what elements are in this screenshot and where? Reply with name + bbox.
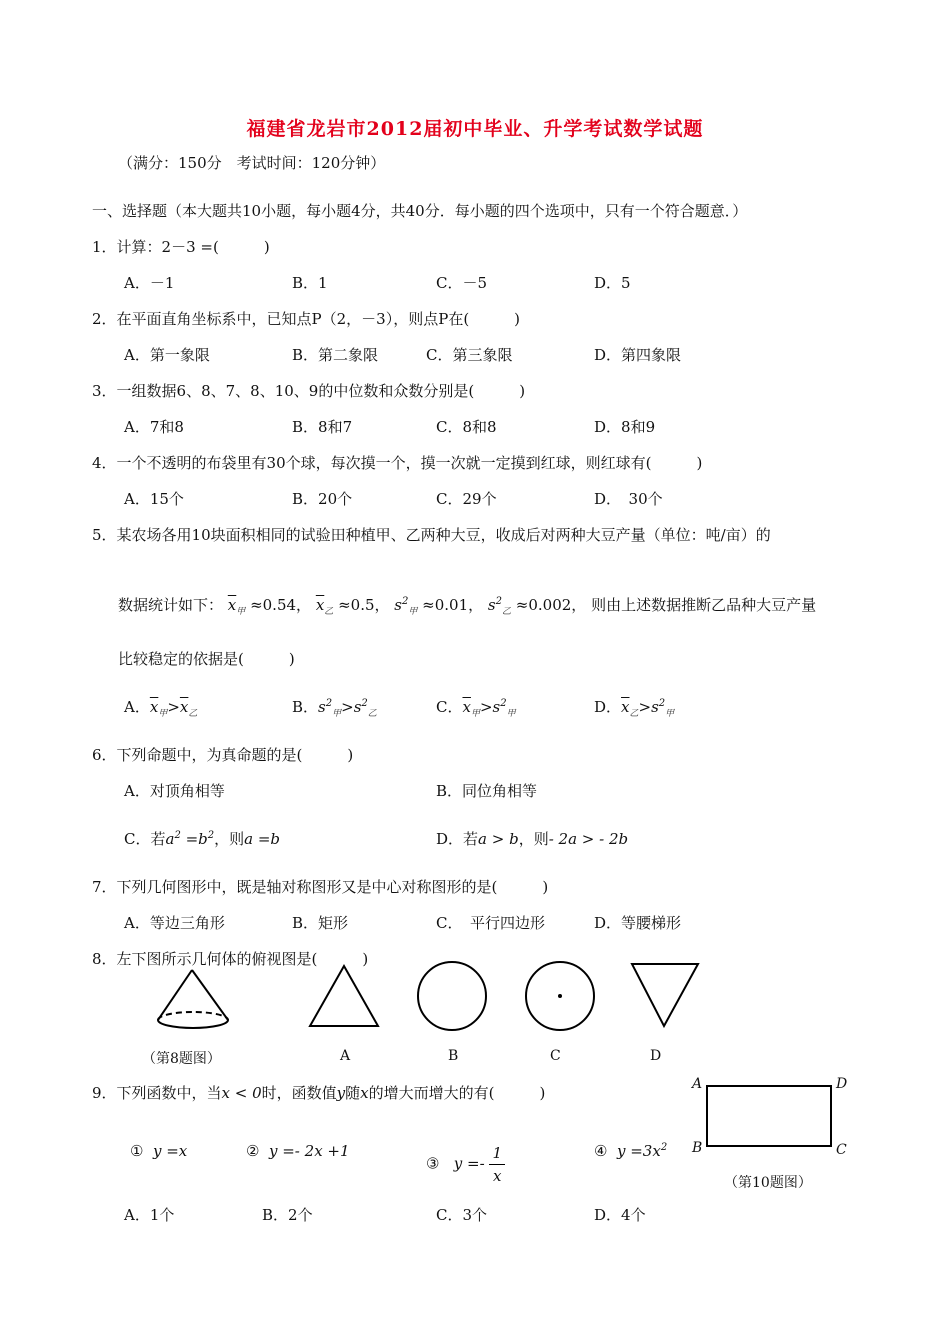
fig8-label-d: D — [650, 1048, 662, 1064]
question-1: 1．计算：2－3 =( ) — [92, 238, 270, 256]
q2-option-a: A．第一象限 — [124, 346, 210, 364]
q5-prefix: 数据统计如下： — [118, 596, 224, 614]
question-5-line-1: 5．某农场各用10块面积相同的试验田种植甲、乙两种大豆，收成后对两种大豆产量（单位：吨/亩）的 — [92, 526, 771, 544]
question-9: 9．下列函数中，当x < 0时，函数值y随x的增大而增大的有( ) — [92, 1084, 546, 1102]
q9-function-4: ④ $y =3x^2$ — [594, 1142, 668, 1160]
vertex-a-label: A — [692, 1076, 703, 1092]
q7-option-b: B．矩形 — [292, 914, 349, 932]
fig8-label-b: B — [448, 1048, 459, 1064]
q9-option-b: B．2个 — [262, 1206, 313, 1224]
option-c-circle-with-center — [524, 960, 598, 1034]
q9-option-a: A．1个 — [124, 1206, 175, 1224]
q1-option-a: A．－1 — [124, 274, 175, 292]
q7-option-c: C． 平行四边形 — [436, 914, 545, 932]
q5-option-c: C．$\overline{x}_甲>s^2_甲$ — [436, 698, 516, 719]
cone-figure — [150, 968, 240, 1034]
variance-jia: $s^2_甲$ — [394, 596, 418, 617]
q9-function-3: ③ y =- $\frac{1}{x}$ — [426, 1142, 505, 1187]
q6-option-b: B．同位角相等 — [436, 782, 538, 800]
question-2: 2．在平面直角坐标系中，已知点P（2，－3），则点P在( ) — [92, 310, 521, 328]
option-b-circle — [416, 960, 490, 1034]
vertex-b-label: B — [692, 1140, 703, 1156]
q3-option-d: D．8和9 — [594, 418, 656, 436]
variance-jia-value: ≈0.01， — [422, 596, 484, 614]
q4-option-c: C．29个 — [436, 490, 497, 508]
q7-option-d: D．等腰梯形 — [594, 914, 682, 932]
q1-option-c: C．－5 — [436, 274, 488, 292]
option-a-triangle — [306, 964, 386, 1030]
q1-option-b: B．1 — [292, 274, 328, 292]
q2-option-c: C．第三象限 — [426, 346, 513, 364]
mean-jia: $\overline{x}_甲$ — [227, 596, 246, 617]
q9-function-2: ② y =- 2x +1 — [246, 1142, 350, 1160]
vertex-c-label: C — [836, 1142, 847, 1158]
question-4: 4．一个不透明的布袋里有30个球，每次摸一个，摸一次就一定摸到红球，则红球有( ) — [92, 454, 703, 472]
fig8-caption: （第8题图） — [142, 1051, 221, 1067]
question-8: 8．左下图所示几何体的俯视图是( ) — [92, 950, 369, 968]
page-title: 福建省龙岩市2012届初中毕业、升学考试数学试题 — [246, 118, 704, 140]
q4-option-a: A．15个 — [124, 490, 184, 508]
q7-option-a: A．等边三角形 — [124, 914, 225, 932]
fig8-label-c: C — [550, 1048, 561, 1064]
question-3: 3．一组数据6、8、7、8、10、9的中位数和众数分别是( ) — [92, 382, 526, 400]
vertex-d-label: D — [836, 1076, 848, 1092]
q5-option-a: A．$\overline{x}_甲>\overline{x}_乙$ — [124, 698, 198, 719]
section-heading: 一、选择题（本大题共10小题，每小题4分，共40分．每小题的四个选项中，只有一个符合题意．） — [92, 202, 748, 220]
q3-option-a: A．7和8 — [124, 418, 184, 436]
q5-option-d: D．$\overline{x}_乙>s^2_甲$ — [594, 698, 675, 719]
variance-yi-value: ≈0.002， — [515, 596, 587, 614]
q9-option-d: D．4个 — [594, 1206, 646, 1224]
mean-yi: $\overline{x}_乙$ — [315, 596, 334, 617]
q6-option-a: A．对顶角相等 — [124, 782, 225, 800]
q9-function-1: ① y =x — [130, 1142, 188, 1160]
q4-option-d: D． 30个 — [594, 490, 663, 508]
q5-suffix: 则由上述数据推断乙品种大豆产量 — [591, 596, 817, 614]
variance-yi: $s^2_乙$ — [487, 596, 512, 617]
exam-info: （满分：150分 考试时间：120分钟） — [118, 154, 386, 172]
q6-option-c: C．若$a^2 =b^2$，则a =b — [124, 830, 281, 848]
q3-option-b: B．8和7 — [292, 418, 353, 436]
fig8-label-a: A — [340, 1048, 351, 1064]
q2-option-b: B．第二象限 — [292, 346, 379, 364]
question-6: 6．下列命题中，为真命题的是( ) — [92, 746, 354, 764]
question-7: 7．下列几何图形中，既是轴对称图形又是中心对称图形的是( ) — [92, 878, 549, 896]
q4-option-b: B．20个 — [292, 490, 353, 508]
q1-option-d: D．5 — [594, 274, 631, 292]
mean-yi-value: ≈0.5， — [338, 596, 390, 614]
mean-jia-value: ≈0.54， — [250, 596, 312, 614]
option-d-inverted-triangle — [628, 962, 704, 1030]
q2-option-d: D．第四象限 — [594, 346, 682, 364]
question-5-line-2 — [118, 594, 816, 617]
rectangle-abcd-figure — [706, 1084, 834, 1150]
question-5-line-3: 比较稳定的依据是( ) — [118, 650, 295, 668]
q5-option-b: B．$s^2_甲>s^2_乙$ — [292, 698, 377, 719]
q3-option-c: C．8和8 — [436, 418, 497, 436]
fig10-caption: （第10题图） — [724, 1175, 812, 1191]
q9-option-c: C．3个 — [436, 1206, 488, 1224]
q6-option-d: D．若a > b，则- 2a > - 2b — [436, 830, 629, 848]
